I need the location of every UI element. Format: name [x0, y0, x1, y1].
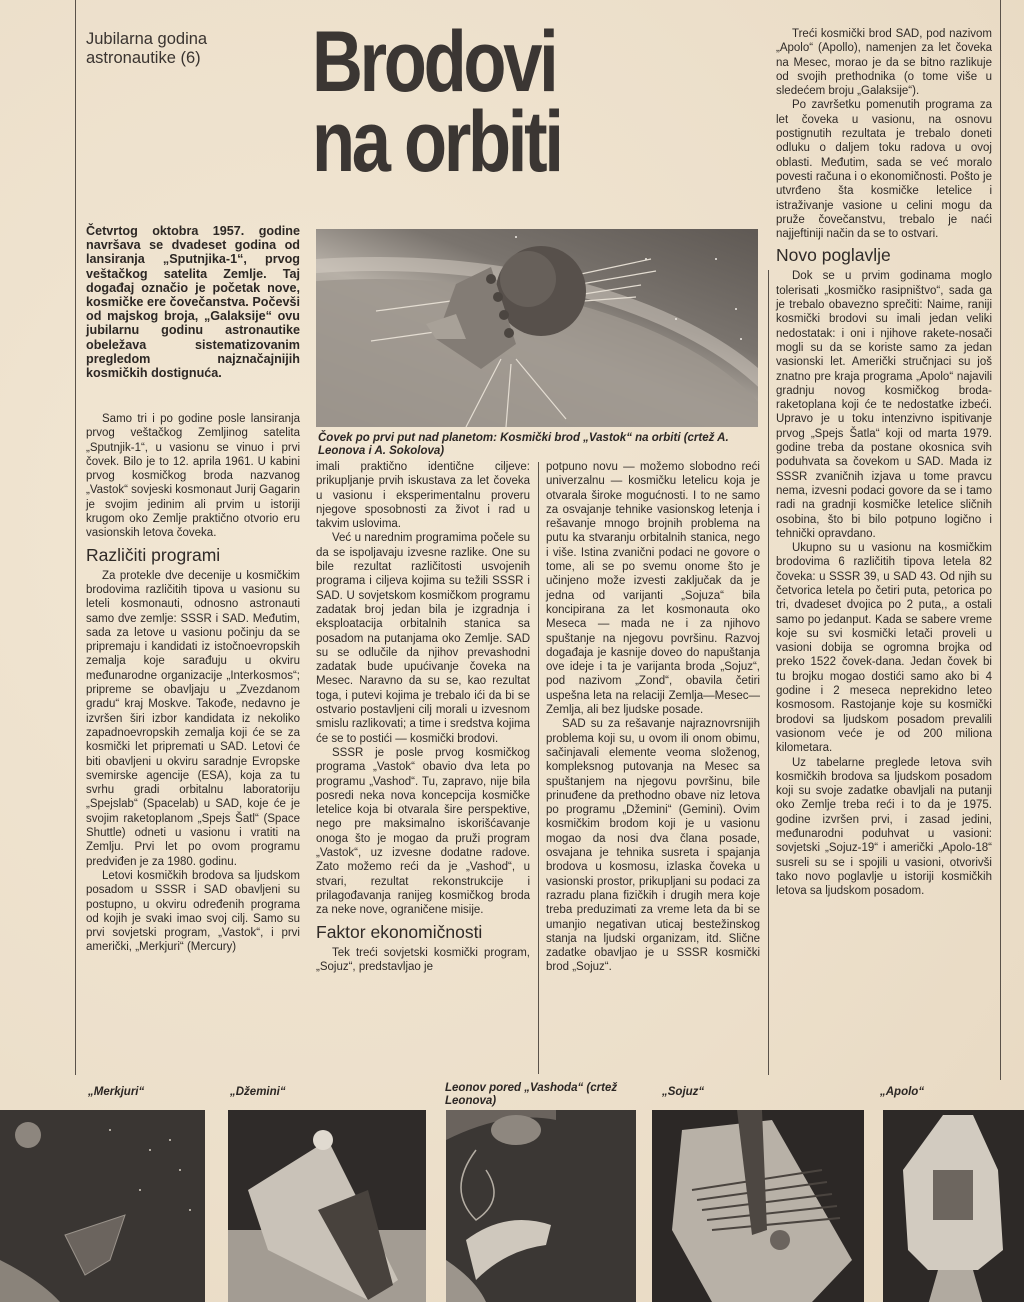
paragraph: potpuno novu — možemo slobodno reći univerzalnu — kosmičku letelicu koja je otvarala široke mogućnosti. I to ne samo za osvajanje tehnike vasionskog letenja i rešavanje mnogo brojnih problema na putu ka stvaranju orbitalnih stanica, nego i više. Istina zvanični podaci ne govore o tome, ali se po svemu onome što je učinjeno može izvesti zaključak da je jedna od varijanti „Sojuza“ bila koncipirana za let kosmonauta oko Meseca — mada ne i za njihovo spuštanje na njegovu površinu. Razvoj događaja je kasnije doveo do napuštanja ove ideje i ta je varijanta broda „Sojuz“, pod nazivom „Zond“, obavila četiri uspešna leta na relaciji Zemlja—Mesec—Zemlja, ali bez ljudske posade. [546, 461, 760, 717]
paragraph: Ukupno su u vasionu na kosmičkim brodovima 6 različitih tipova letela 82 čoveka: u SSSR 39, u SAD 43. Od njih su četvorica letela po četiri puta, petorica po tri, dvadeset dvojica po 2 puta,, a ostali samo po jedanput. Kada se sabere vreme koje su svi kosmički letači proveli u vasioni dobija se ogromna brojka od preko 1522 čovek-dana. Jedan čovek bi tu brojku mogao dostići samo ako bi 4 godine i 2 meseca neprekidno leteo kosmosom. Rastojanje koje su kosmički brodovi sa ljudskom posadom prevalili vasionom veće je od 200 miliona kilometara. [776, 542, 992, 755]
gemini-spacecraft-image [228, 1110, 426, 1302]
paragraph: Po završetku pomenutih programa za let čoveka u vasionu, na osnovu postignutih rezultata je trebalo doneti odluku o daljem toku radova u ovoj oblasti. Međutim, sada se već moralo povesti računa i o ekonomičnosti. Pošto je utvrđeno šta kosmičke letelice i istraživanje vasione u celini mogu da pruže čovečanstvu, trebalo je naći najjeftiniji način da se to ostvari. [776, 99, 992, 241]
paragraph: Treći kosmički brod SAD, pod nazivom „Apolo“ (Apollo), namenjen za let čoveka na Mesec, morao je da se bitno razlikuje od svojih prethodnika (o tome više u sledećem broju „Galaksije“). [776, 28, 992, 98]
paragraph: SSSR je posle prvog kosmičkog programa „Vastok“ obavio dva leta po programu „Vashod“. Tu, zapravo, nije bila posredi neka nova koncepcija kosmičke letelice koja bi otvarala šire perspektive, nego pre maksimalno iskorišćavanje onoga što je mogao da pruži program „Vastok“, uz izvesne dodatne radove. Zato možemo reći da je „Vashod“, u stvari, rezultat rekonstrukcije i prilagođavanja ranijeg kosmičkog broda za neke nove, ograničene misije. [316, 746, 530, 917]
photo-dzemini [228, 1110, 426, 1302]
photo-apolo [883, 1110, 1024, 1302]
paragraph: Samo tri i po godine posle lansiranja prvog veštačkog Zemljinog satelita „Sputnjik-1“, u vasionu se vinuo i prvi čovek. Bilo je to 12. aprila 1961. U kabini prvog kosmičkog broda nazvanog „Vastok“ sovjeski kosmonaut Jurij Gagarin je svojim jedinim ali prvim u istoriji krugom oko Zemlje praktično otvorio eru vasionskih letova čoveka. [86, 413, 300, 540]
article-column-3 [546, 460, 760, 975]
subheading: Novo poglavlje [776, 245, 891, 266]
paragraph: Dok se u prvim godinama moglo tolerisati „kosmičko rasipništvo“, sada ga je trebalo obavezno sprečiti: Naime, raniji kosmički brodovi su imali jedan veliki nedostatak: i oni i njihove rakete-nosači mogli su da se koriste samo za jedan vasionski let. Američki stručnjaci su još znatno pre kraja programa „Apolo“ najavili gradnju novog kosmičkog broda-raketoplana koji će te nedostatke izbeći. Upravo je u toku intenzivno ispitivanje prvog „Spejs Šatla“ koji od marta 1979. godine treba da postane okosnica svih poduhvata sa čovekom u SAD. Mada iz SSSR zvaničnih izjava u tome pravcu nema, izvesni podaci govore da se i tamo radi na gradnji kosmičke letelice sličnih osobina, što bi bilo potpuno logično i tehnički opravdano. [776, 270, 992, 540]
column-rule [1000, 0, 1001, 1080]
mercury-capsule-image [0, 1110, 205, 1302]
series-label-line: astronautike (6) [86, 49, 201, 67]
headline-line: Brodovi [312, 14, 556, 110]
column-rule [768, 270, 769, 1075]
series-label [86, 30, 207, 68]
series-label-line: Jubilarna godina [86, 30, 208, 48]
headline-line: na orbiti [312, 94, 561, 190]
paragraph: imali praktično identične ciljeve: prikupljanje prvih iskustava za let čoveka u vasionu i eksperimentalnu proveru njegove sposobnosti za život i rad u takvim uslovima. [316, 461, 530, 531]
hero-caption: Čovek po prvi put nad planetom: Kosmički brod „Vastok“ na orbiti (crtež A. Leonova i A. Sokolova) [318, 432, 729, 457]
photo-caption-apolo: „Apolo“ [880, 1086, 925, 1098]
photo-sojuz [652, 1110, 864, 1302]
paragraph: Već u narednim programima počele su da se ispoljavaju izvesne razlike. One su bile rezultat različitosti usvojenih programa i ciljeva kojima su težili SSSR i SAD. U sovjetskom kosmičkom programu zadatak broj jedan bila je izgradnja i eksploatacija orbitalnih stanica sa posadom na putanjama oko Zemlje. SAD su se odlučile da njihov prevashodni zadatak bude upućivanje čoveka na Mesec. Naravno da su se, kao rezultat toga, i putevi kojima je trebalo ići da bi se ostvario postavljeni cilj morali u izvesnom smislu razlikovati; a time i sredstva kojima će se to postići — kosmički brodovi. [316, 532, 530, 745]
vostok-spacecraft-image [316, 229, 758, 427]
paragraph: Letovi kosmičkih brodova sa ljudskom posadom u SSSR i SAD obavljeni su postupno, u okviru određenih programa od kojih je svaki imao svoj cilj. Samo su prvi sovjetski program, „Vastok“, i prvi američki, „Merkjuri“ (Mercury) [86, 869, 300, 954]
paragraph: SAD su za rešavanje najraznovrsnijih problema koji su, u ovom ili onom obimu, sačinjavali elemente veoma složenog, kompleksnog putovanja na Mesec sa spuštanjem na njegovu površinu, bile prinuđene da prethodno obave niz letova po programu „Džemini“ (Gemini). Ovim kosmičkim brodom koji je u vasionu mogao da nosi dva člana posade, osvajana je tehnika susreta i spajanja brodova u kosmosu, izlaska čoveka u vasionski prostor, prikupljani su podaci za razradu plana fizičkih i drugih mera koje treba preduzimati za vreme leta da bi se umanjio negativan uticaj bestežinskog stanja na ljudski organizam, itd. Slične zadatke obavljao je u SSSR kosmički brod „Sojuz“. [546, 718, 760, 974]
article-column-1 [86, 412, 300, 955]
photo-caption-dzemini: „Džemini“ [230, 1086, 286, 1098]
photo-leonov [446, 1110, 636, 1302]
subheading: Različiti programi [86, 544, 221, 565]
lead-paragraph: Četvrtog oktobra 1957. godine navršava se dvadeset godina od lansiranja „Sputnjika-1“, prvog veštačkog satelita Zemlje. Taj događaj označio je početak nove, kosmičke ere čovečanstva. Počevši od majskog broja, „Galaksije“ ovu jubilarnu godinu astronautike obeležava sistematizovanim pregledom najznačajnijih kosmičkih dostignuća. [86, 224, 300, 381]
photo-caption-merkjuri: „Merkjuri“ [88, 1086, 145, 1098]
column-rule [75, 0, 76, 1075]
apollo-spacecraft-image [883, 1110, 1024, 1302]
subheading: Faktor ekonomičnosti [316, 921, 483, 942]
leonov-spacewalk-image [446, 1110, 636, 1302]
photo-caption-leonov: Leonov pored „Vashoda“ (crtež Leonova) [445, 1082, 618, 1107]
article-column-4 [776, 27, 992, 899]
soyuz-spacecraft-image [652, 1110, 864, 1302]
article-column-2 [316, 460, 530, 974]
paragraph: Za protekle dve decenije u kosmičkim brodovima različitih tipova u vasionu su leteli kosmonauti, odnosno astronauti samo dve zemlje: SSSR i SAD. Međutim, sada za letove u vasionu počinju da se pripremaju i kandidati iz istočnoevropskih zemalja koje sarađuju u okviru međunarodne organizacije „Interkosmos“; pripreme se obavljaju u „Zvezdanom gradu“ kraj Moskve. Takođe, nedavno je izvršen širi izbor kandidata iz nekoliko zapadnoevropskih zemalja koji će se za kosmički let pripremati u SAD. Letovi će biti obavljeni u okviru saradnje Evropske svemirske agencije (ESA), koja za tu svrhu gradi orbitalnu laboratoriju „Spejslab“ (Spacelab) u SAD, koje će je svojim raketoplanom „Spejs Šatl“ (Space Shuttle) odneti u vasionu i vratiti na Zemlju. Prvi let po ovom programu predviđen je za 1980. godinu. [86, 569, 300, 868]
hero-illustration [316, 229, 758, 427]
headline [312, 14, 561, 190]
photo-caption-sojuz: „Sojuz“ [662, 1086, 705, 1098]
paragraph: Uz tabelarne preglede letova svih kosmičkih brodova sa ljudskom posadom koji su svoje zadatke obavljali na putanji oko Zemlje treba reći i to da je 1975. godine izvršen prvi, i zasad jedini, međunarodni poduhvat u vasioni: sovjetski „Sojuz-19“ i američki „Apolo-18“ susreli su se i spojili u vasioni, otvorivši tako novo poglavlje u istoriji kosmičkih letova sa ljudskom posadom. [776, 756, 992, 898]
photo-merkjuri [0, 1110, 205, 1302]
paragraph: Tek treći sovjetski kosmički program, „Sojuz“, predstavljao je [316, 946, 530, 973]
column-rule [538, 462, 539, 1074]
